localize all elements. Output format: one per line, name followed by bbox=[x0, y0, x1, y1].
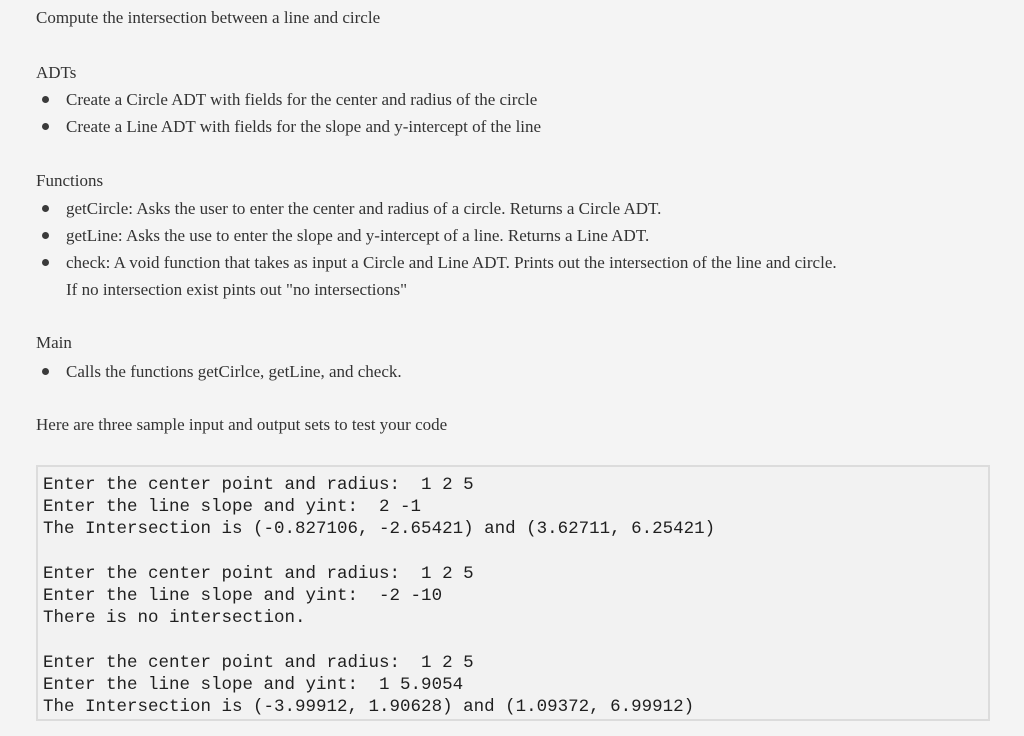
code-line: There is no intersection. bbox=[43, 608, 306, 628]
list-item-text: getCircle: Asks the user to enter the center and radius of a circle. Returns a Circle ADT. bbox=[66, 199, 662, 218]
bullet-icon bbox=[42, 368, 49, 375]
sample-output-code-block bbox=[36, 465, 990, 721]
code-line: Enter the line slope and yint: 2 -1 bbox=[43, 497, 422, 517]
adts-heading: ADTs bbox=[36, 63, 77, 82]
code-line: Enter the center point and radius: 1 2 5 bbox=[43, 475, 474, 495]
code-line: Enter the line slope and yint: 1 5.9054 bbox=[43, 675, 464, 695]
bullet-icon bbox=[42, 259, 49, 266]
code-line: The Intersection is (-3.99912, 1.90628) and (1.09372, 6.99912) bbox=[43, 697, 695, 717]
code-line: Enter the center point and radius: 1 2 5 bbox=[43, 564, 474, 584]
functions-heading: Functions bbox=[36, 171, 104, 190]
code-line: Enter the center point and radius: 1 2 5 bbox=[43, 653, 474, 673]
list-item-text: Create a Circle ADT with fields for the center and radius of the circle bbox=[66, 90, 538, 109]
list-item-text bbox=[66, 249, 991, 303]
page-title: Compute the intersection between a line and circle bbox=[36, 8, 381, 27]
list-item-continuation: If no intersection exist pints out "no intersections" bbox=[66, 280, 408, 299]
code-line: The Intersection is (-0.827106, -2.65421) and (3.62711, 6.25421) bbox=[43, 519, 716, 539]
bullet-icon bbox=[42, 123, 49, 130]
bullet-icon bbox=[42, 232, 49, 239]
sample-intro-text: Here are three sample input and output sets to test your code bbox=[36, 415, 448, 434]
main-heading: Main bbox=[36, 333, 72, 352]
list-item-line: check: A void function that takes as input a Circle and Line ADT. Prints out the intersection of the line and circle. bbox=[66, 253, 837, 272]
bullet-icon bbox=[42, 205, 49, 212]
list-item-text: getLine: Asks the use to enter the slope and y-intercept of a line. Returns a Line ADT. bbox=[66, 226, 650, 245]
list-item-text: Calls the functions getCirlce, getLine, and check. bbox=[66, 362, 402, 381]
code-line: Enter the line slope and yint: -2 -10 bbox=[43, 586, 443, 606]
bullet-icon bbox=[42, 96, 49, 103]
list-item-text: Create a Line ADT with fields for the slope and y-intercept of the line bbox=[66, 117, 542, 136]
